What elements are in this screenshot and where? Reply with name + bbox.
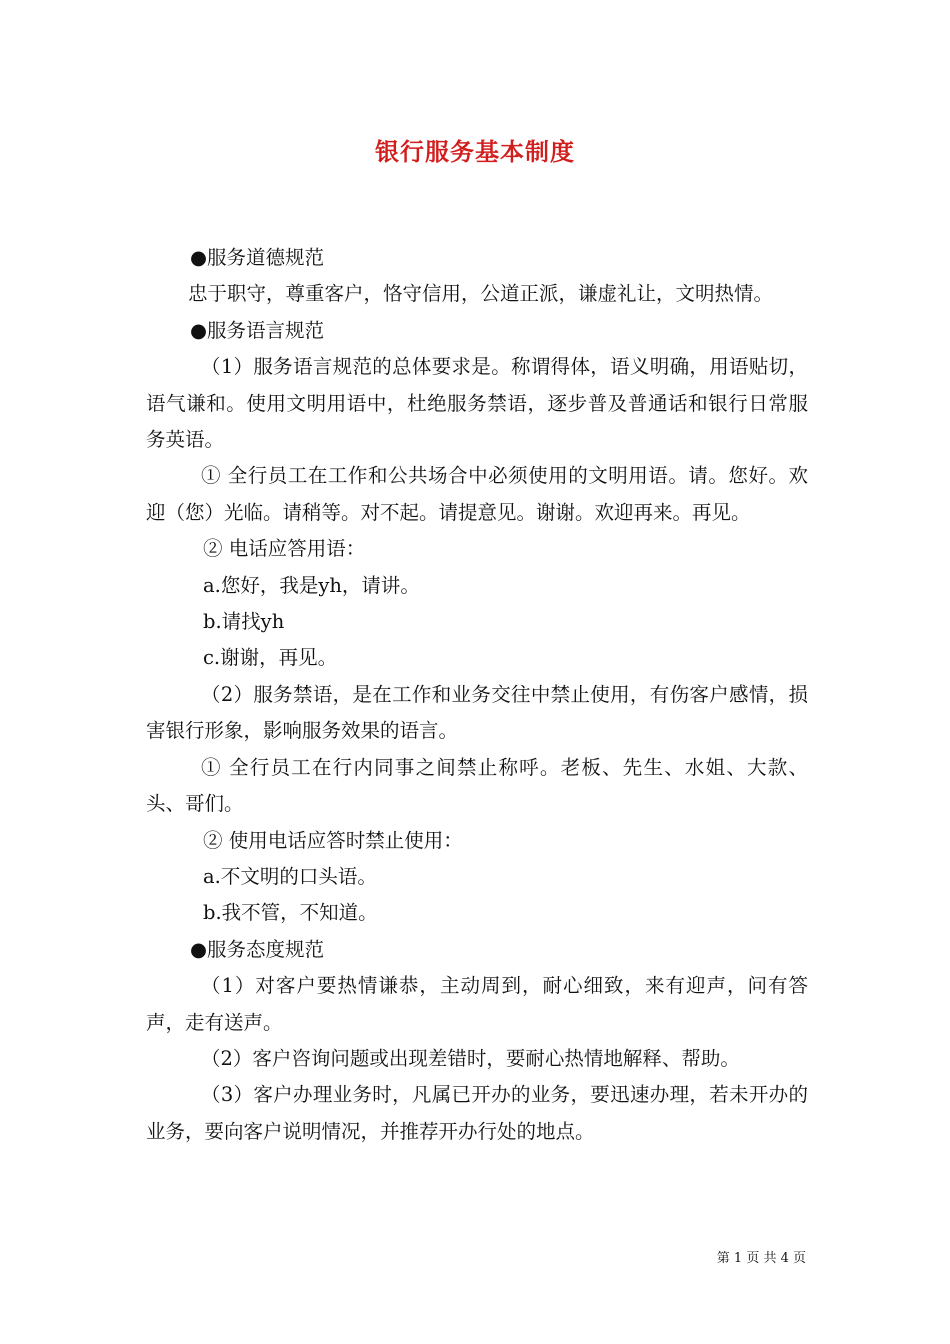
paragraph: ② 电话应答用语：: [203, 537, 366, 561]
paragraph: ① 全行员工在行内同事之间禁止称呼。老板、先生、水姐、大款、头、哥们。: [146, 755, 808, 816]
paragraph: 忠于职守，尊重客户，恪守信用，公道正派，谦虚礼让，文明热情。: [188, 282, 774, 306]
paragraph: （1）对客户要热情谦恭，主动周到，耐心细致，来有迎声，问有答声，走有送声。: [146, 974, 808, 1034]
paragraph: a.您好，我是yh，请讲。: [203, 573, 420, 597]
paragraph: （3）客户办理业务时，凡属已开办的业务，要迅速办理，若未开办的业务，要向客户说明情况，并推荐开办行处的地点。: [146, 1083, 808, 1143]
paragraph: a.不文明的口头语。: [203, 864, 377, 888]
paragraph: ② 使用电话应答时禁止使用：: [203, 828, 463, 852]
paragraph: （1）服务语言规范的总体要求是。称谓得体，语义明确，用语贴切，语气谦和。使用文明用语中，杜绝服务禁语，逐步普及普通话和银行日常服务英语。: [146, 355, 808, 452]
section-heading-ethics: ●服务道德规范: [190, 246, 325, 269]
paragraph: ① 全行员工在工作和公共场合中必须使用的文明用语。请。您好。欢迎（您）光临。请稍等。对不起。请提意见。谢谢。欢迎再来。再见。: [146, 464, 808, 524]
page-number: 第 1 页 共 4 页: [716, 1251, 806, 1266]
paragraph: b.请找yh: [203, 610, 285, 634]
paragraph: c.谢谢，再见。: [203, 646, 338, 670]
document-body: [146, 240, 808, 1150]
paragraph: （2）客户咨询问题或出现差错时，要耐心热情地解释、帮助。: [201, 1046, 740, 1070]
section-heading-attitude: ●服务态度规范: [190, 937, 325, 961]
paragraph: b.我不管，不知道。: [203, 901, 378, 925]
section-heading-language: ●服务语言规范: [190, 318, 325, 342]
paragraph: （2）服务禁语，是在工作和业务交往中禁止使用，有伤客户感情，损害银行形象，影响服务效果的语言。: [146, 682, 808, 743]
document-title: 银行服务基本制度: [375, 137, 575, 166]
